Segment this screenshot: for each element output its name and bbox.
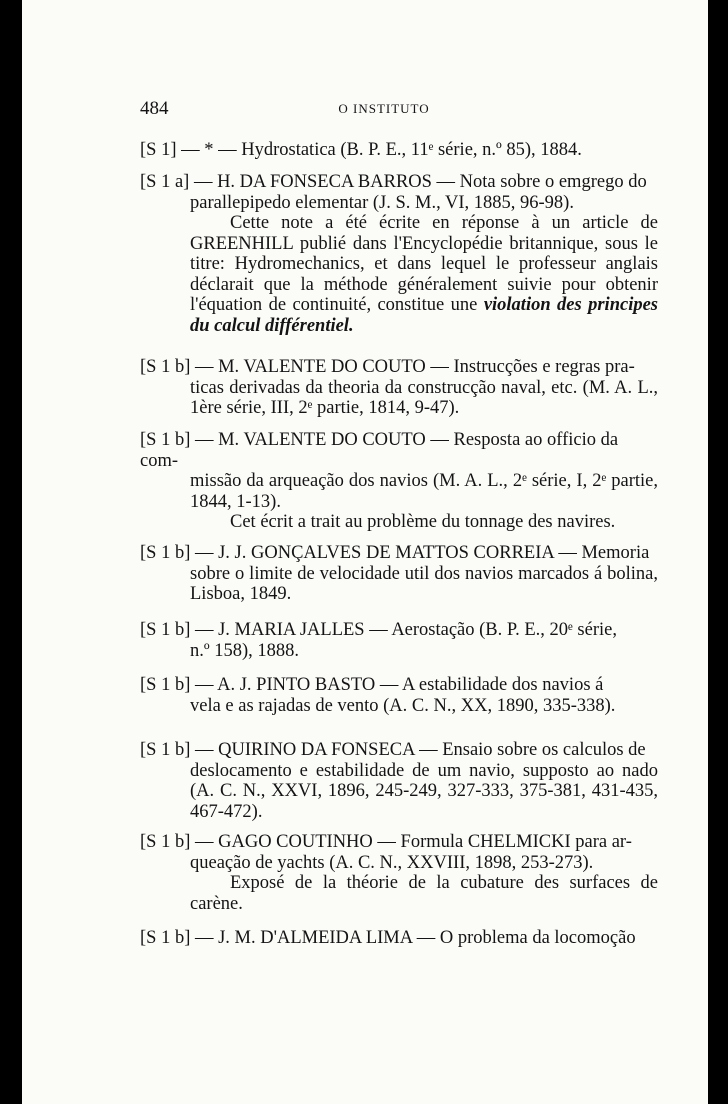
entry-note: Exposé de la théorie de la cubature des surfaces de carène. [190, 873, 658, 914]
entry-first-line: [S 1 b] — J. MARIA JALLES — Aerostação (B. P. E., 20ᵉ série, [140, 620, 617, 640]
bibliography-entry [140, 357, 658, 419]
entry-first-line: [S 1 b] — M. VALENTE DO COUTO — Resposta ao officio da com- [140, 430, 619, 471]
bibliography-entry [140, 543, 658, 605]
bibliography-entry [140, 740, 658, 822]
entry-first-line: [S 1 b] — A. J. PINTO BASTO — A estabilidade dos navios á [140, 675, 604, 695]
bibliography-entry [140, 620, 658, 661]
entry-first-line: [S 1 b] — J. M. D'ALMEIDA LIMA — O problema da locomoção [140, 928, 636, 948]
bibliography-entry [140, 675, 658, 716]
entry-continuation: n.º 158), 1888. [190, 640, 300, 661]
entry-note-emphasis: violation des principes du calcul différentiel. [190, 295, 658, 336]
entry-note: Cet écrit a trait au problème du tonnage des navires. [230, 512, 616, 532]
entry-note [140, 213, 658, 336]
entry-continuation: queação de yachts (A. C. N., XXVIII, 1898, 253-273). [190, 852, 594, 873]
entry-continuation: ticas derivadas da theoria da construcção naval, etc. (M. A. L., 1ère série, III, 2ᵉ partie, 1814, 9-47). [190, 377, 658, 418]
bibliography-entry [140, 928, 658, 949]
entry-note-text: Cette note a été écrite en réponse à un article de GREENHILL publié dans l'Encyclopédie britannique, sous le titre: Hydromechanics, et dans lequel le professeur anglais déclarait que la méthode généralement suivie pour obtenir l'équation de continuité, constitue une [190, 213, 658, 315]
entry-first-line: [S 1 b] — M. VALENTE DO COUTO — Instrucções e regras pra- [140, 357, 635, 377]
entry-first-line: [S 1 b] — GAGO COUTINHO — Formula CHELMICKI para ar- [140, 832, 632, 852]
page-number: 484 [140, 98, 169, 119]
running-title: O INSTITUTO [338, 101, 430, 116]
entry-continuation: deslocamento e estabilidade de um navio, supposto ao nado (A. C. N., XXVI, 1896, 245-249, 327-333, 375-381, 431-435, 467-472). [190, 760, 658, 822]
entry-first-line: [S 1] — * — Hydrostatica (B. P. E., 11ᵉ série, n.º 85), 1884. [140, 140, 582, 160]
entry-continuation: missão da arqueação dos navios (M. A. L., 2ᵉ série, I, 2ᵉ partie, 1844, 1-13). [190, 471, 658, 512]
bibliography-entry [140, 140, 658, 161]
bibliography-entry [140, 832, 658, 914]
bibliography-entry [140, 172, 658, 336]
book-page [22, 0, 708, 1104]
entry-continuation: vela e as rajadas de vento (A. C. N., XX, 1890, 335-338). [190, 695, 616, 716]
entry-first-line: [S 1 b] — QUIRINO DA FONSECA — Ensaio sobre os calculos de [140, 740, 646, 760]
entry-continuation: sobre o limite de velocidade util dos navios marcados á bolina, Lisboa, 1849. [190, 563, 658, 604]
page-header [140, 98, 628, 120]
entry-first-line: [S 1 a] — H. DA FONSECA BARROS — Nota sobre o emgrego do [140, 172, 647, 192]
bibliography-entry [140, 430, 658, 533]
entry-first-line: [S 1 b] — J. J. GONÇALVES DE MATTOS CORREIA — Memoria [140, 543, 650, 563]
entry-continuation: parallepipedo elementar (J. S. M., VI, 1885, 96-98). [190, 192, 574, 213]
